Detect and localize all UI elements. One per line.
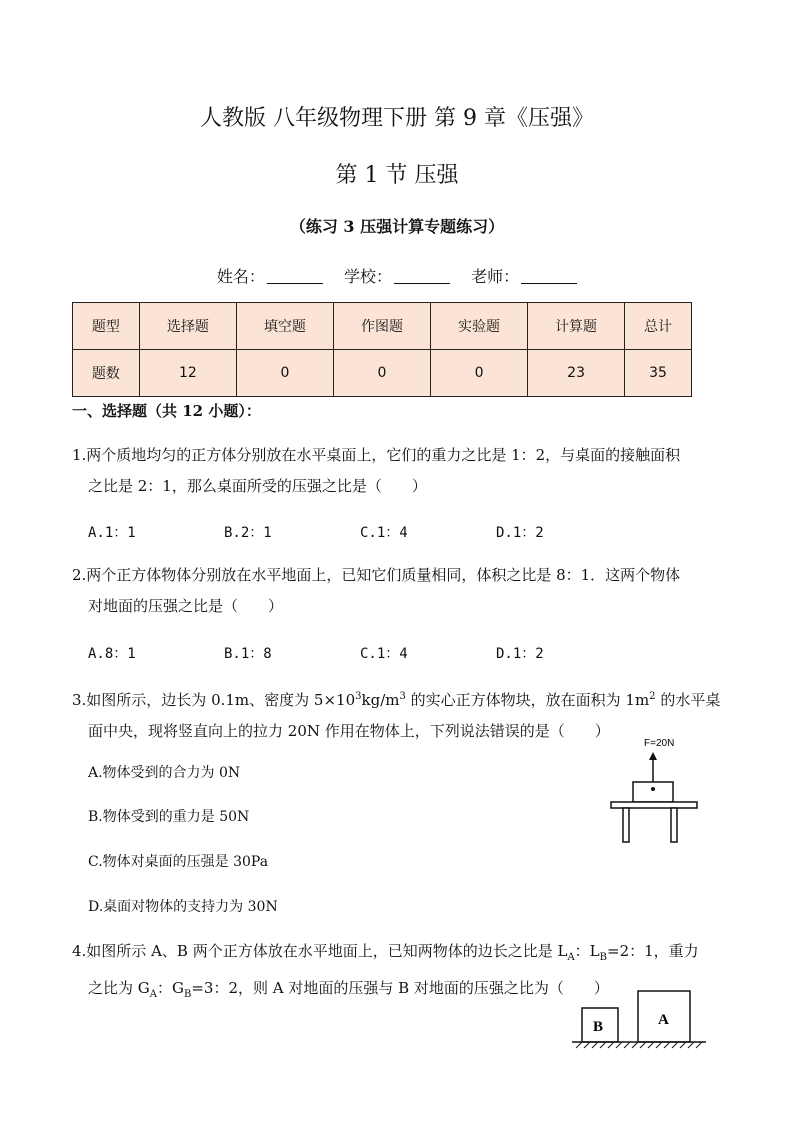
teacher-field: 老师： [471, 264, 577, 287]
document-title: 人教版 八年级物理下册 第 9 章《压强》 [200, 106, 594, 131]
question-2-options [88, 643, 632, 663]
summary-table [72, 302, 692, 397]
table-cell: 12 [139, 350, 236, 397]
option-a[interactable]: A.物体受到的合力为 0N [88, 765, 241, 781]
section-heading: 一、选择题（共 12 小题）： [72, 402, 261, 420]
table-cell: 填空题 [236, 303, 333, 350]
table-cell: 0 [333, 350, 430, 397]
question-text: 之比是 2：1，那么桌面所受的压强之比是（ ） [88, 477, 427, 495]
question-1 [72, 440, 724, 502]
name-field: 姓名： [217, 264, 323, 287]
table-cell: 23 [528, 350, 625, 397]
section-title: 第 1 节 压强 [335, 163, 459, 188]
option-d[interactable]: D.桌面对物体的支持力为 30N [88, 899, 278, 915]
question-2 [72, 560, 724, 622]
table-cell: 0 [431, 350, 528, 397]
question-text: 2.两个正方体物体分别放在水平地面上，已知它们质量相同，体积之比是 8：1．这两个物体 [72, 566, 681, 584]
table-cell: 0 [236, 350, 333, 397]
option-a[interactable]: A.1：1 [88, 525, 136, 541]
teacher-blank[interactable] [521, 269, 577, 284]
option-d[interactable]: D.1：2 [496, 646, 544, 662]
question-text: 之比为 $G_A$：$G_B=3$：2，则 A 对地面的压强与 B 对地面的压强之比为（ ） [88, 979, 609, 1000]
subtitle: （练习 3 压强计算专题练习） [289, 217, 505, 236]
option-c[interactable]: C.物体对桌面的压强是 30Pa [88, 854, 269, 870]
block [633, 782, 673, 802]
question-text: 3.如图所示，边长为 0.1m、密度为 $5\times 10^3kg/m^3$ 的实心正方体物块，放在面积为 $1m^2$ 的水平桌 [72, 691, 721, 709]
table-cell: 题数 [73, 350, 140, 397]
force-label: F=20N [644, 738, 675, 749]
arrowhead-icon [649, 752, 657, 760]
option-c[interactable]: C.1：4 [360, 525, 408, 541]
table-cell: 计算题 [528, 303, 625, 350]
table-cell: 35 [625, 350, 692, 397]
question-1-options [88, 522, 632, 542]
table-leg-left [623, 808, 629, 842]
force-point [651, 787, 655, 791]
name-blank[interactable] [267, 269, 323, 284]
table-cell: 题型 [73, 303, 140, 350]
question-text: 4.如图所示 A、B 两个正方体放在水平地面上，已知两物体的边长之比是 $L_A$：$L_B=2$：1，重力 [72, 942, 699, 963]
info-fields [0, 264, 794, 287]
school-field: 学校： [344, 264, 450, 287]
table-cell: 选择题 [139, 303, 236, 350]
question-text: 对地面的压强之比是（ ） [88, 597, 284, 615]
cube-b-label: B [593, 1019, 604, 1035]
option-b[interactable]: B.2：1 [224, 525, 272, 541]
table-header-row [73, 303, 692, 350]
question-text: 1.两个质地均匀的正方体分别放在水平桌面上，它们的重力之比是 1：2，与桌面的接触面积 [72, 446, 681, 464]
ground-hatching [576, 1042, 702, 1048]
table-leg-right [671, 808, 677, 842]
table-cell: 实验题 [431, 303, 528, 350]
table-force-figure [606, 734, 702, 846]
option-b[interactable]: B.物体受到的重力是 50N [88, 809, 250, 825]
school-blank[interactable] [394, 269, 450, 284]
table-cell: 总计 [625, 303, 692, 350]
question-text: 面中央，现将竖直向上的拉力 20N 作用在物体上，下列说法错误的是（ ） [88, 722, 610, 740]
cube-a-label: A [658, 1012, 669, 1028]
option-b[interactable]: B.1：8 [224, 646, 272, 662]
option-d[interactable]: D.1：2 [496, 525, 544, 541]
table-cell: 作图题 [333, 303, 430, 350]
tabletop [611, 802, 697, 808]
cubes-figure [570, 986, 708, 1052]
table-row [73, 350, 692, 397]
option-a[interactable]: A.8：1 [88, 646, 136, 662]
option-c[interactable]: C.1：4 [360, 646, 408, 662]
